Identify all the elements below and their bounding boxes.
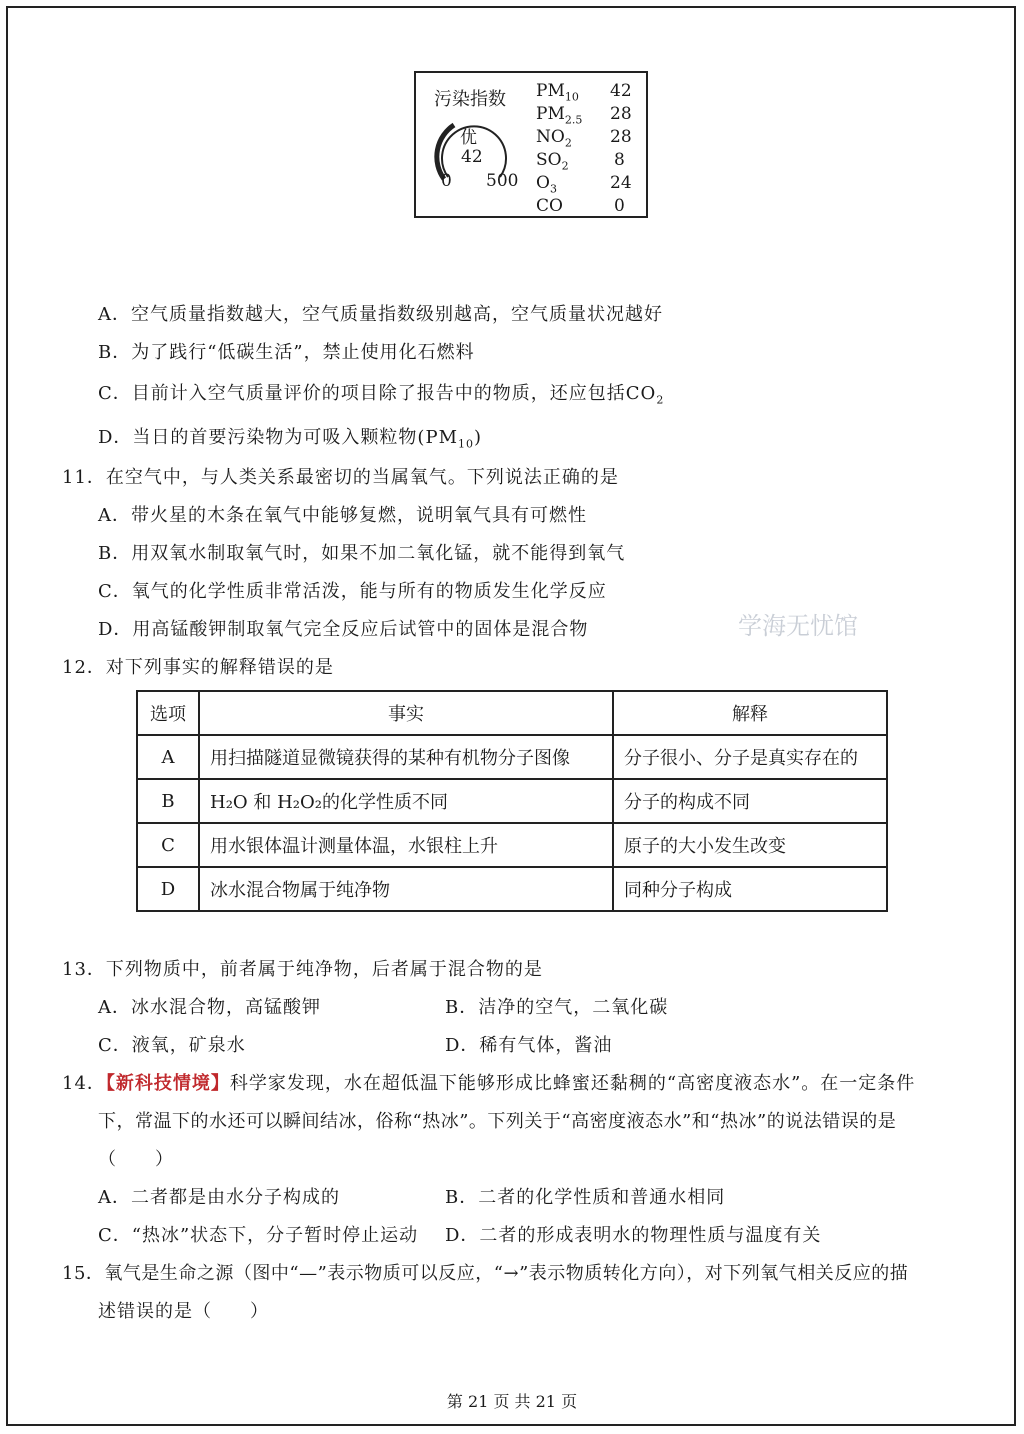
row-fact: 用水银体温计测量体温，水银柱上升	[199, 823, 613, 867]
row-reason: 分子的构成不同	[613, 779, 887, 823]
row-option: D	[137, 867, 199, 911]
aqi-grade: 优	[460, 128, 477, 148]
q14-option-b: B．二者的化学性质和普通水相同	[445, 1187, 726, 1208]
q11-option-b: B．用双氧水制取氧气时，如果不加二氧化锰，就不能得到氧气	[98, 543, 626, 564]
row-reason: 同种分子构成	[613, 867, 887, 911]
q11-stem: 11．在空气中，与人类关系最密切的当属氧气。下列说法正确的是	[62, 467, 619, 488]
pollutant-name: $NO_2$	[536, 127, 572, 150]
q13-stem: 13．下列物质中，前者属于纯净物，后者属于混合物的是	[62, 959, 543, 980]
pollutant-value: 8	[614, 150, 625, 170]
q14-tag: 【新科技情境】	[105, 1073, 230, 1094]
row-fact: 冰水混合物属于纯净物	[199, 867, 613, 911]
q10-option-b: B．为了践行“低碳生活”，禁止使用化石燃料	[98, 342, 475, 363]
header-fact: 事实	[199, 691, 613, 735]
pollutant-value: 28	[610, 104, 632, 124]
header-reason: 解释	[613, 691, 887, 735]
facts-table	[136, 690, 888, 912]
air-quality-panel	[414, 71, 648, 218]
pollutant-name: $PM_{2.5}$	[536, 104, 583, 127]
pollutant-name: $SO_2$	[536, 150, 569, 173]
pollutant-name: $O_3$	[536, 173, 557, 196]
table-row	[137, 823, 887, 867]
table-row	[137, 735, 887, 779]
pollutant-value: 24	[610, 173, 632, 193]
q15-stem-line1: 15．氧气是生命之源（图中“—”表示物质可以反应，“→”表示物质转化方向），对下列氧气相关反应的描	[62, 1263, 909, 1284]
table-row	[137, 779, 887, 823]
pollutant-value: 28	[610, 127, 632, 147]
row-option: C	[137, 823, 199, 867]
q11-option-d: D．用高锰酸钾制取氧气完全反应后试管中的固体是混合物	[98, 619, 589, 640]
q15-stem-line2: 述错误的是（ ）	[98, 1301, 269, 1322]
q13-option-a: A．冰水混合物，高锰酸钾	[98, 997, 321, 1018]
row-fact: 用扫描隧道显微镜获得的某种有机物分子图像	[199, 735, 613, 779]
q14-stem-line2: 下，常温下的水还可以瞬间结冰，俗称“热冰”。下列关于“高密度液态水”和“热冰”的说法错误的是	[98, 1111, 897, 1132]
aqi-max: 500	[486, 171, 519, 191]
q14-option-d: D．二者的形成表明水的物理性质与温度有关	[445, 1225, 822, 1246]
pollutant-value: 42	[610, 81, 632, 101]
page-footer: 第 21 页 共 21 页	[446, 1392, 578, 1411]
header-option: 选项	[137, 691, 199, 735]
pollutant-value: 0	[614, 196, 625, 216]
q11-option-a: A．带火星的木条在氧气中能够复燃，说明氧气具有可燃性	[98, 505, 587, 526]
q14-option-a: A．二者都是由水分子构成的	[98, 1187, 340, 1208]
aqi-value: 42	[461, 147, 483, 167]
q10-option-c: C．目前计入空气质量评价的项目除了报告中的物质，还应包括$CO_2$	[98, 383, 665, 407]
q12-stem: 12．对下列事实的解释错误的是	[62, 657, 334, 678]
row-fact: H₂O 和 H₂O₂的化学性质不同	[199, 779, 613, 823]
pollutant-name: $PM_{10}$	[536, 81, 579, 104]
q10-option-a: A．空气质量指数越大，空气质量指数级别越高，空气质量状况越好	[98, 304, 663, 325]
row-reason: 分子很小、分子是真实存在的	[613, 735, 887, 779]
pollutant-name: CO	[536, 196, 563, 216]
q13-option-d: D．稀有气体，酱油	[445, 1035, 613, 1056]
row-option: A	[137, 735, 199, 779]
aqi-title: 污染指数	[434, 89, 506, 110]
watermark-logo: 学海无忧馆	[738, 612, 858, 640]
q14-stem-line1: 14．【新科技情境】科学家发现，水在超低温下能够形成比蜂蜜还黏稠的“高密度液态水”。在一定条件	[62, 1073, 916, 1094]
q14-answer-blank: （ ）	[98, 1149, 174, 1170]
q10-option-d: D．当日的首要污染物为可吸入颗粒物$(PM_{10})$	[98, 427, 483, 451]
row-option: B	[137, 779, 199, 823]
row-reason: 原子的大小发生改变	[613, 823, 887, 867]
table-row	[137, 867, 887, 911]
aqi-min: 0	[441, 171, 452, 191]
q13-option-c: C．液氧，矿泉水	[98, 1035, 246, 1056]
q13-option-b: B．洁净的空气，二氧化碳	[445, 997, 669, 1018]
q11-option-c: C．氧气的化学性质非常活泼，能与所有的物质发生化学反应	[98, 581, 607, 602]
q14-option-c: C．“热冰”状态下，分子暂时停止运动	[98, 1225, 419, 1246]
table-header-row	[137, 691, 887, 735]
